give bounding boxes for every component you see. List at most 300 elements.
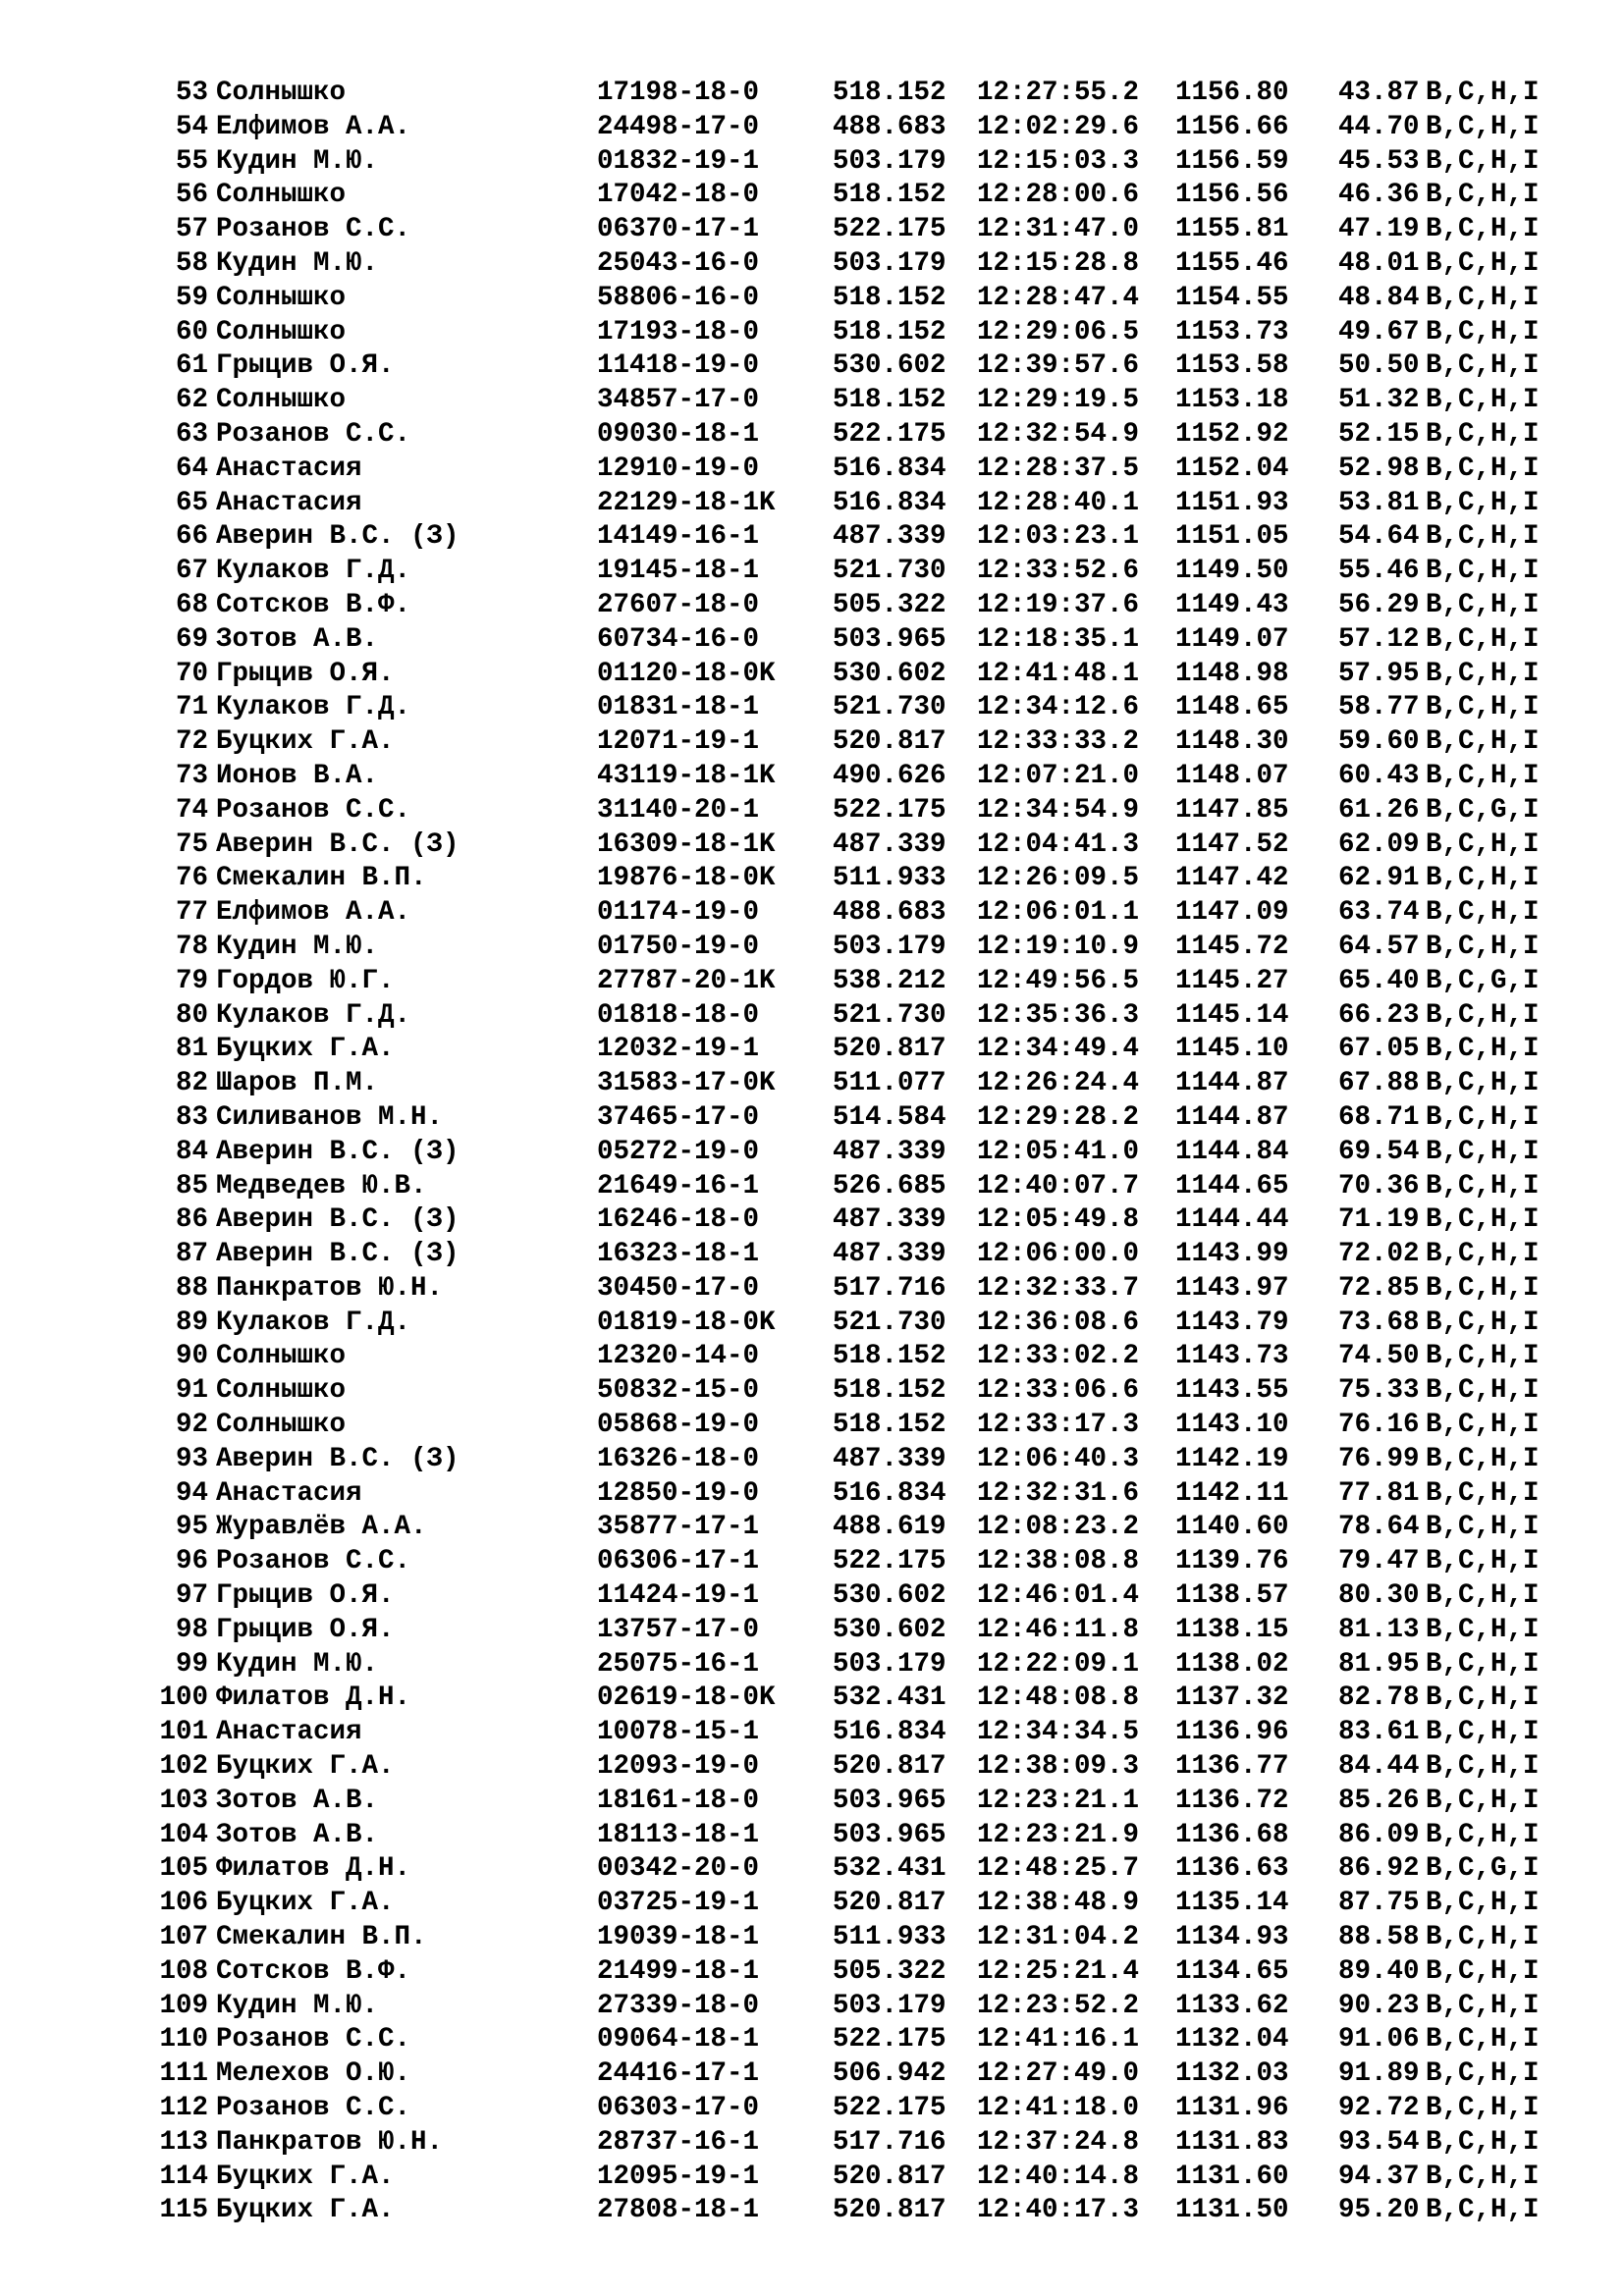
speed-cell: 1136.72 <box>1175 1785 1289 1816</box>
place-cell: 97 <box>175 1580 208 1612</box>
distance-cell: 521.730 <box>833 999 947 1031</box>
category-tags-cell: B,C,H,I <box>1426 521 1540 553</box>
category-tags-cell: B,C,H,I <box>1426 1546 1540 1577</box>
table-row <box>0 1614 1624 1648</box>
distance-cell: 518.152 <box>833 78 947 108</box>
arrival-time-cell: 12:27:49.0 <box>977 2058 1140 2090</box>
ring-number-cell: 06370-17-1 <box>597 214 760 245</box>
table-row <box>0 999 1624 1034</box>
table-row <box>0 384 1624 418</box>
distance-cell: 505.322 <box>833 1955 947 1987</box>
category-tags-cell: B,C,H,I <box>1426 1751 1540 1783</box>
arrival-time-cell: 12:32:31.6 <box>977 1477 1140 1509</box>
coefficient-cell: 95.20 <box>1338 2195 1420 2226</box>
table-row <box>0 1716 1624 1750</box>
name-cell: Кудин М.Ю. <box>216 247 379 279</box>
arrival-time-cell: 12:40:17.3 <box>977 2195 1140 2226</box>
name-cell: Аверин В.С. (З) <box>216 521 460 553</box>
category-tags-cell: B,C,H,I <box>1426 1307 1540 1338</box>
category-tags-cell: B,C,H,I <box>1426 1477 1540 1509</box>
ring-number-cell: 12095-19-1 <box>597 2161 760 2192</box>
table-row <box>0 487 1624 521</box>
coefficient-cell: 70.36 <box>1338 1170 1420 1201</box>
table-row <box>0 589 1624 623</box>
name-cell: Анастасия <box>216 487 362 518</box>
category-tags-cell: B,C,H,I <box>1426 350 1540 382</box>
place-cell: 67 <box>175 556 208 587</box>
category-tags-cell: B,C,H,I <box>1426 180 1540 211</box>
coefficient-cell: 92.72 <box>1338 2093 1420 2124</box>
speed-cell: 1145.27 <box>1175 965 1289 996</box>
ring-number-cell: 24498-17-0 <box>597 111 760 142</box>
category-tags-cell: B,C,H,I <box>1426 1068 1540 1099</box>
speed-cell: 1147.09 <box>1175 897 1289 929</box>
arrival-time-cell: 12:40:14.8 <box>977 2161 1140 2192</box>
coefficient-cell: 57.12 <box>1338 623 1420 655</box>
coefficient-cell: 81.13 <box>1338 1614 1420 1645</box>
ring-number-cell: 50832-15-0 <box>597 1375 760 1407</box>
table-row <box>0 896 1624 931</box>
name-cell: Ионов В.А. <box>216 760 379 791</box>
arrival-time-cell: 12:29:06.5 <box>977 316 1140 347</box>
place-cell: 78 <box>175 931 208 962</box>
place-cell: 95 <box>175 1512 208 1543</box>
speed-cell: 1156.80 <box>1175 78 1289 108</box>
ring-number-cell: 25043-16-0 <box>597 247 760 279</box>
place-cell: 58 <box>175 247 208 279</box>
ring-number-cell: 01818-18-0 <box>597 999 760 1031</box>
table-row <box>0 931 1624 965</box>
ring-number-cell: 01120-18-0K <box>597 658 776 689</box>
coefficient-cell: 89.40 <box>1338 1955 1420 1987</box>
coefficient-cell: 63.74 <box>1338 897 1420 929</box>
arrival-time-cell: 12:48:08.8 <box>977 1682 1140 1714</box>
table-row <box>0 1238 1624 1272</box>
table-row <box>0 418 1624 453</box>
speed-cell: 1145.14 <box>1175 999 1289 1031</box>
table-row <box>0 1648 1624 1682</box>
name-cell: Елфимов А.А. <box>216 897 411 929</box>
coefficient-cell: 86.92 <box>1338 1853 1420 1885</box>
arrival-time-cell: 12:23:21.1 <box>977 1785 1140 1816</box>
category-tags-cell: B,C,H,I <box>1426 623 1540 655</box>
table-row <box>0 1067 1624 1101</box>
place-cell: 110 <box>159 2024 208 2056</box>
ring-number-cell: 60734-16-0 <box>597 623 760 655</box>
name-cell: Буцких Г.А. <box>216 1034 395 1065</box>
ring-number-cell: 19145-18-1 <box>597 556 760 587</box>
distance-cell: 516.834 <box>833 487 947 518</box>
category-tags-cell: B,C,H,I <box>1426 1990 1540 2021</box>
arrival-time-cell: 12:15:03.3 <box>977 145 1140 177</box>
arrival-time-cell: 12:28:47.4 <box>977 282 1140 313</box>
place-cell: 71 <box>175 692 208 723</box>
ring-number-cell: 06306-17-1 <box>597 1546 760 1577</box>
category-tags-cell: B,C,H,I <box>1426 487 1540 518</box>
coefficient-cell: 74.50 <box>1338 1341 1420 1372</box>
speed-cell: 1143.10 <box>1175 1410 1289 1441</box>
category-tags-cell: B,C,H,I <box>1426 1648 1540 1680</box>
ring-number-cell: 21649-16-1 <box>597 1170 760 1201</box>
arrival-time-cell: 12:05:41.0 <box>977 1136 1140 1167</box>
coefficient-cell: 50.50 <box>1338 350 1420 382</box>
ring-number-cell: 06303-17-0 <box>597 2093 760 2124</box>
place-cell: 107 <box>159 1922 208 1953</box>
table-row <box>0 1819 1624 1853</box>
arrival-time-cell: 12:41:18.0 <box>977 2093 1140 2124</box>
arrival-time-cell: 12:08:23.2 <box>977 1512 1140 1543</box>
arrival-time-cell: 12:28:37.5 <box>977 453 1140 484</box>
speed-cell: 1132.03 <box>1175 2058 1289 2090</box>
coefficient-cell: 66.23 <box>1338 999 1420 1031</box>
name-cell: Солнышко <box>216 180 347 211</box>
name-cell: Грыцив О.Я. <box>216 1580 395 1612</box>
distance-cell: 520.817 <box>833 726 947 758</box>
place-cell: 115 <box>159 2195 208 2226</box>
arrival-time-cell: 12:34:34.5 <box>977 1717 1140 1748</box>
coefficient-cell: 44.70 <box>1338 111 1420 142</box>
arrival-time-cell: 12:06:00.0 <box>977 1239 1140 1270</box>
category-tags-cell: B,C,H,I <box>1426 2126 1540 2158</box>
name-cell: Анастасия <box>216 1717 362 1748</box>
arrival-time-cell: 12:37:24.8 <box>977 2126 1140 2158</box>
distance-cell: 520.817 <box>833 1034 947 1065</box>
speed-cell: 1145.10 <box>1175 1034 1289 1065</box>
arrival-time-cell: 12:33:33.2 <box>977 726 1140 758</box>
speed-cell: 1143.73 <box>1175 1341 1289 1372</box>
arrival-time-cell: 12:28:00.6 <box>977 180 1140 211</box>
ring-number-cell: 00342-20-0 <box>597 1853 760 1885</box>
coefficient-cell: 69.54 <box>1338 1136 1420 1167</box>
category-tags-cell: B,C,H,I <box>1426 1341 1540 1372</box>
place-cell: 111 <box>159 2058 208 2090</box>
speed-cell: 1156.56 <box>1175 180 1289 211</box>
place-cell: 66 <box>175 521 208 553</box>
arrival-time-cell: 12:25:21.4 <box>977 1955 1140 1987</box>
category-tags-cell: B,C,H,I <box>1426 726 1540 758</box>
distance-cell: 518.152 <box>833 1410 947 1441</box>
place-cell: 72 <box>175 726 208 758</box>
table-row <box>0 862 1624 896</box>
category-tags-cell: B,C,H,I <box>1426 692 1540 723</box>
table-row <box>0 1203 1624 1238</box>
category-tags-cell: B,C,G,I <box>1426 965 1540 996</box>
distance-cell: 532.431 <box>833 1853 947 1885</box>
arrival-time-cell: 12:41:16.1 <box>977 2024 1140 2056</box>
table-row <box>0 1682 1624 1716</box>
ring-number-cell: 16246-18-0 <box>597 1204 760 1236</box>
name-cell: Буцких Г.А. <box>216 1751 395 1783</box>
distance-cell: 503.179 <box>833 247 947 279</box>
arrival-time-cell: 12:49:56.5 <box>977 965 1140 996</box>
arrival-time-cell: 12:33:06.6 <box>977 1375 1140 1407</box>
ring-number-cell: 34857-17-0 <box>597 385 760 416</box>
speed-cell: 1147.85 <box>1175 794 1289 826</box>
table-row <box>0 282 1624 316</box>
place-cell: 59 <box>175 282 208 313</box>
category-tags-cell: B,C,H,I <box>1426 1204 1540 1236</box>
table-row <box>0 1852 1624 1887</box>
speed-cell: 1154.55 <box>1175 282 1289 313</box>
category-tags-cell: B,C,H,I <box>1426 1580 1540 1612</box>
ring-number-cell: 19876-18-0K <box>597 863 776 894</box>
ring-number-cell: 37465-17-0 <box>597 1101 760 1133</box>
name-cell: Кулаков Г.Д. <box>216 692 411 723</box>
distance-cell: 520.817 <box>833 1751 947 1783</box>
coefficient-cell: 88.58 <box>1338 1922 1420 1953</box>
coefficient-cell: 68.71 <box>1338 1101 1420 1133</box>
category-tags-cell: B,C,H,I <box>1426 1717 1540 1748</box>
name-cell: Грыцив О.Я. <box>216 350 395 382</box>
name-cell: Розанов С.С. <box>216 2093 411 2124</box>
distance-cell: 530.602 <box>833 1614 947 1645</box>
name-cell: Розанов С.С. <box>216 794 411 826</box>
place-cell: 85 <box>175 1170 208 1201</box>
name-cell: Панкратов Ю.Н. <box>216 2126 444 2158</box>
distance-cell: 503.965 <box>833 1819 947 1850</box>
category-tags-cell: B,C,H,I <box>1426 1034 1540 1065</box>
coefficient-cell: 48.01 <box>1338 247 1420 279</box>
speed-cell: 1147.52 <box>1175 828 1289 860</box>
distance-cell: 516.834 <box>833 1717 947 1748</box>
ring-number-cell: 05868-19-0 <box>597 1410 760 1441</box>
arrival-time-cell: 12:31:04.2 <box>977 1922 1140 1953</box>
category-tags-cell: B,C,H,I <box>1426 2024 1540 2056</box>
distance-cell: 514.584 <box>833 1101 947 1133</box>
category-tags-cell: B,C,H,I <box>1426 1785 1540 1816</box>
speed-cell: 1131.96 <box>1175 2093 1289 2124</box>
table-row <box>0 760 1624 794</box>
table-row <box>0 213 1624 247</box>
table-row <box>0 1477 1624 1512</box>
place-cell: 56 <box>175 180 208 211</box>
table-row <box>0 2023 1624 2057</box>
ring-number-cell: 31583-17-0K <box>597 1068 776 1099</box>
distance-cell: 521.730 <box>833 692 947 723</box>
distance-cell: 487.339 <box>833 1443 947 1474</box>
category-tags-cell: B,C,G,I <box>1426 1853 1540 1885</box>
ring-number-cell: 01174-19-0 <box>597 897 760 929</box>
table-row <box>0 520 1624 555</box>
distance-cell: 518.152 <box>833 316 947 347</box>
speed-cell: 1153.58 <box>1175 350 1289 382</box>
name-cell: Филатов Д.Н. <box>216 1853 411 1885</box>
name-cell: Буцких Г.А. <box>216 1888 395 1919</box>
place-cell: 79 <box>175 965 208 996</box>
speed-cell: 1136.96 <box>1175 1717 1289 1748</box>
arrival-time-cell: 12:23:21.9 <box>977 1819 1140 1850</box>
distance-cell: 503.965 <box>833 623 947 655</box>
table-row <box>0 2092 1624 2126</box>
place-cell: 53 <box>175 78 208 108</box>
speed-cell: 1148.07 <box>1175 760 1289 791</box>
arrival-time-cell: 12:15:28.8 <box>977 247 1140 279</box>
place-cell: 86 <box>175 1204 208 1236</box>
place-cell: 100 <box>159 1682 208 1714</box>
table-row <box>0 2126 1624 2161</box>
place-cell: 88 <box>175 1272 208 1304</box>
speed-cell: 1133.62 <box>1175 1990 1289 2021</box>
coefficient-cell: 62.09 <box>1338 828 1420 860</box>
category-tags-cell: B,C,H,I <box>1426 453 1540 484</box>
coefficient-cell: 77.81 <box>1338 1477 1420 1509</box>
distance-cell: 530.602 <box>833 350 947 382</box>
arrival-time-cell: 12:31:47.0 <box>977 214 1140 245</box>
speed-cell: 1148.65 <box>1175 692 1289 723</box>
distance-cell: 503.965 <box>833 1785 947 1816</box>
place-cell: 109 <box>159 1990 208 2021</box>
name-cell: Зотов А.В. <box>216 1819 379 1850</box>
speed-cell: 1139.76 <box>1175 1546 1289 1577</box>
table-row <box>0 247 1624 282</box>
ring-number-cell: 11424-19-1 <box>597 1580 760 1612</box>
name-cell: Елфимов А.А. <box>216 111 411 142</box>
speed-cell: 1148.30 <box>1175 726 1289 758</box>
table-row <box>0 1887 1624 1921</box>
coefficient-cell: 91.89 <box>1338 2058 1420 2090</box>
distance-cell: 521.730 <box>833 556 947 587</box>
table-row <box>0 1409 1624 1443</box>
place-cell: 114 <box>159 2161 208 2192</box>
distance-cell: 522.175 <box>833 1546 947 1577</box>
place-cell: 60 <box>175 316 208 347</box>
speed-cell: 1131.60 <box>1175 2161 1289 2192</box>
table-row <box>0 1443 1624 1477</box>
name-cell: Розанов С.С. <box>216 1546 411 1577</box>
name-cell: Шаров П.М. <box>216 1068 379 1099</box>
place-cell: 89 <box>175 1307 208 1338</box>
table-row <box>0 1340 1624 1374</box>
coefficient-cell: 80.30 <box>1338 1580 1420 1612</box>
distance-cell: 490.626 <box>833 760 947 791</box>
table-row <box>0 1307 1624 1341</box>
category-tags-cell: B,C,H,I <box>1426 1819 1540 1850</box>
table-row <box>0 1374 1624 1409</box>
speed-cell: 1131.50 <box>1175 2195 1289 2226</box>
coefficient-cell: 75.33 <box>1338 1375 1420 1407</box>
place-cell: 98 <box>175 1614 208 1645</box>
category-tags-cell: B,C,H,I <box>1426 931 1540 962</box>
coefficient-cell: 86.09 <box>1338 1819 1420 1850</box>
speed-cell: 1135.14 <box>1175 1888 1289 1919</box>
arrival-time-cell: 12:26:24.4 <box>977 1068 1140 1099</box>
place-cell: 108 <box>159 1955 208 1987</box>
place-cell: 93 <box>175 1443 208 1474</box>
place-cell: 102 <box>159 1751 208 1783</box>
table-row <box>0 658 1624 692</box>
name-cell: Розанов С.С. <box>216 418 411 450</box>
speed-cell: 1156.59 <box>1175 145 1289 177</box>
place-cell: 99 <box>175 1648 208 1680</box>
arrival-time-cell: 12:32:33.7 <box>977 1272 1140 1304</box>
name-cell: Силиванов М.Н. <box>216 1101 444 1133</box>
speed-cell: 1153.18 <box>1175 385 1289 416</box>
category-tags-cell: B,C,H,I <box>1426 1375 1540 1407</box>
ring-number-cell: 12032-19-1 <box>597 1034 760 1065</box>
distance-cell: 530.602 <box>833 658 947 689</box>
arrival-time-cell: 12:04:41.3 <box>977 828 1140 860</box>
category-tags-cell: B,C,H,I <box>1426 2093 1540 2124</box>
place-cell: 90 <box>175 1341 208 1372</box>
arrival-time-cell: 12:34:54.9 <box>977 794 1140 826</box>
coefficient-cell: 73.68 <box>1338 1307 1420 1338</box>
category-tags-cell: B,C,H,I <box>1426 999 1540 1031</box>
table-row <box>0 1170 1624 1204</box>
speed-cell: 1155.46 <box>1175 247 1289 279</box>
arrival-time-cell: 12:32:54.9 <box>977 418 1140 450</box>
table-row <box>0 1579 1624 1614</box>
category-tags-cell: B,C,H,I <box>1426 1101 1540 1133</box>
ring-number-cell: 25075-16-1 <box>597 1648 760 1680</box>
name-cell: Аверин В.С. (З) <box>216 1443 460 1474</box>
category-tags-cell: B,C,H,I <box>1426 658 1540 689</box>
distance-cell: 505.322 <box>833 589 947 620</box>
speed-cell: 1140.60 <box>1175 1512 1289 1543</box>
name-cell: Мелехов О.Ю. <box>216 2058 411 2090</box>
speed-cell: 1142.11 <box>1175 1477 1289 1509</box>
category-tags-cell: B,C,H,I <box>1426 385 1540 416</box>
name-cell: Панкратов Ю.Н. <box>216 1272 444 1304</box>
coefficient-cell: 91.06 <box>1338 2024 1420 2056</box>
place-cell: 87 <box>175 1239 208 1270</box>
results-table <box>0 77 1624 2228</box>
place-cell: 63 <box>175 418 208 450</box>
distance-cell: 520.817 <box>833 1888 947 1919</box>
name-cell: Медведев Ю.В. <box>216 1170 427 1201</box>
arrival-time-cell: 12:38:08.8 <box>977 1546 1140 1577</box>
table-row <box>0 1750 1624 1785</box>
table-row <box>0 691 1624 725</box>
coefficient-cell: 46.36 <box>1338 180 1420 211</box>
speed-cell: 1143.79 <box>1175 1307 1289 1338</box>
coefficient-cell: 52.98 <box>1338 453 1420 484</box>
category-tags-cell: B,C,H,I <box>1426 1682 1540 1714</box>
name-cell: Кудин М.Ю. <box>216 1648 379 1680</box>
distance-cell: 517.716 <box>833 2126 947 2158</box>
distance-cell: 511.933 <box>833 1922 947 1953</box>
place-cell: 74 <box>175 794 208 826</box>
ring-number-cell: 16326-18-0 <box>597 1443 760 1474</box>
place-cell: 68 <box>175 589 208 620</box>
arrival-time-cell: 12:34:12.6 <box>977 692 1140 723</box>
ring-number-cell: 14149-16-1 <box>597 521 760 553</box>
distance-cell: 518.152 <box>833 1341 947 1372</box>
speed-cell: 1152.92 <box>1175 418 1289 450</box>
ring-number-cell: 09030-18-1 <box>597 418 760 450</box>
place-cell: 104 <box>159 1819 208 1850</box>
coefficient-cell: 61.26 <box>1338 794 1420 826</box>
arrival-time-cell: 12:38:48.9 <box>977 1888 1140 1919</box>
table-row <box>0 1990 1624 2024</box>
arrival-time-cell: 12:29:19.5 <box>977 385 1140 416</box>
place-cell: 76 <box>175 863 208 894</box>
coefficient-cell: 79.47 <box>1338 1546 1420 1577</box>
table-row <box>0 1272 1624 1307</box>
coefficient-cell: 47.19 <box>1338 214 1420 245</box>
arrival-time-cell: 12:33:52.6 <box>977 556 1140 587</box>
category-tags-cell: B,C,H,I <box>1426 1443 1540 1474</box>
ring-number-cell: 17193-18-0 <box>597 316 760 347</box>
distance-cell: 503.179 <box>833 931 947 962</box>
distance-cell: 487.339 <box>833 1239 947 1270</box>
ring-number-cell: 58806-16-0 <box>597 282 760 313</box>
distance-cell: 516.834 <box>833 1477 947 1509</box>
distance-cell: 488.619 <box>833 1512 947 1543</box>
ring-number-cell: 21499-18-1 <box>597 1955 760 1987</box>
name-cell: Сотсков В.Ф. <box>216 1955 411 1987</box>
ring-number-cell: 09064-18-1 <box>597 2024 760 2056</box>
distance-cell: 520.817 <box>833 2195 947 2226</box>
